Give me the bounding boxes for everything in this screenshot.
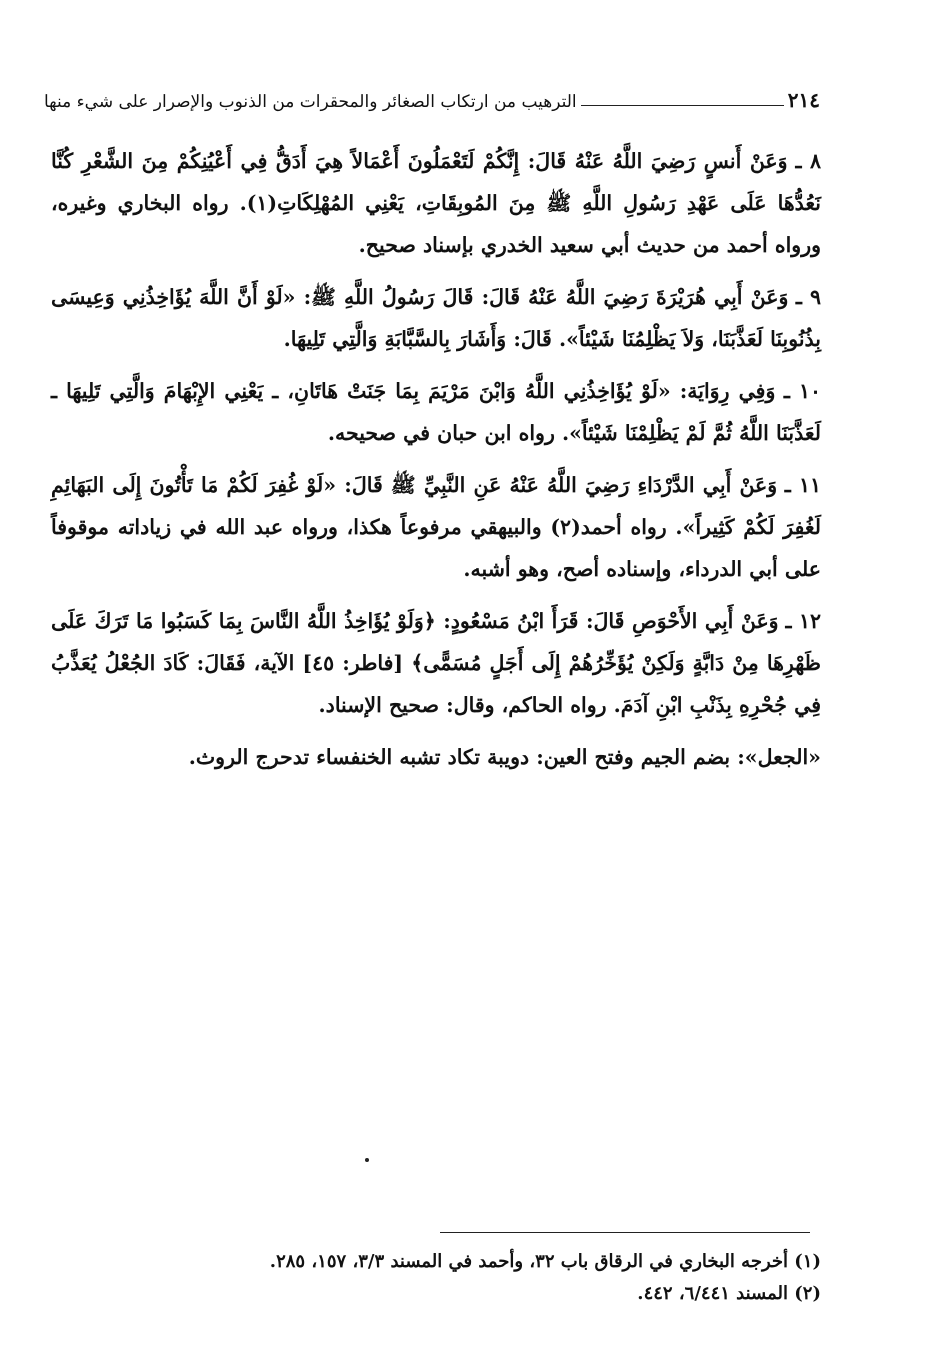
running-title: الترهيب من ارتكاب الصغائر والمحقرات من الذنوب والإصرار على شيء منها [44, 92, 577, 112]
footnote-rule [440, 1232, 810, 1233]
footnote-2: (٢) المسند ٦/٤٤١، ٤٤٢. [637, 1283, 821, 1304]
hadith-text: وَعَنْ أَنسٍ رَضِيَ اللَّهُ عَنْهُ قَالَ: إِنَّكُمْ لَتَعْمَلُونَ أَعْمَالاً هِيَ أَدَقُّ فِي أَعْيُنِكُمْ مِنَ الشَّعْرِ كُنَّا نَعُدُّهَا عَلَى عَهْدِ رَسُولِ اللَّهِ ﷺ مِنَ المُوبِقَاتِ، يَعْنِي المُهْلِكَاتِ(١). رواه البخاري وغيره، ورواه أحمد من حديث أبي سعيد الخدري بإسناد صحيح. [51, 149, 821, 257]
hadith-text: وَفِي رِوَايَة: «لَوْ يُؤَاخِذُنِي اللَّهُ وَابْنَ مَرْيَمَ بِمَا جَنَتْ هَاتَانِ، ـ يَعْنِي الإِبْهَامَ وَالَّتِي تَلِيهَا ـ لَعَذَّبَنَا اللَّهُ ثُمَّ لَمْ يَظْلِمْنَا شَيْئاً». رواه ابن حبان في صحيحه. [51, 379, 821, 445]
glossary-note: «الجعل»: بضم الجيم وفتح العين: دويبة تكاد تشبه الخنفساء تدحرج الروث. [188, 745, 821, 769]
hadith-paragraph-11 [51, 464, 821, 590]
footnote-1: (١) أخرجه البخاري في الرقاق باب ٣٢، وأحمد في المسند ٣/٣، ١٥٧، ٢٨٥. [269, 1251, 821, 1272]
stray-dot [365, 1158, 369, 1162]
hadith-text: وَعَنْ أَبِي هُرَيْرَةَ رَضِيَ اللَّهُ عَنْهُ قَالَ: قَالَ رَسُولُ اللَّهِ ﷺ: «لَوْ أَنَّ اللَّهَ يُؤَاخِذُنِي وَعِيسَى بِذُنُوبِنَا لَعَذَّبَنَا، وَلاَ يَظْلِمُنَا شَيْئاً». قَالَ: وَأَشَارَ بِالسَّبَّابَةِ وَالَّتِي تَلِيهَا. [51, 285, 821, 351]
running-header [40, 78, 820, 112]
hadith-paragraph-12 [51, 600, 821, 726]
hadith-text: وَعَنْ أَبِي الدَّرْدَاءِ رَضِيَ اللَّهُ عَنْهُ عَنِ النَّبِيِّ ﷺ قَالَ: «لَوْ غُفِرَ لَكُمْ مَا تَأْتُونَ إِلَى البَهَائِمِ لَغُفِرَ لَكُمْ كَثِيراً». رواه أحمد(٢) والبيهقي مرفوعاً هكذا، ورواه عبد الله في زياداته موقوفاً على أبي الدرداء، وإسناده أصح، وهو أشبه. [51, 473, 822, 581]
hadith-number: ١٠ ـ [783, 379, 821, 403]
page-number: ٢١٤ [787, 88, 820, 112]
hadith-number: ١١ ـ [784, 473, 821, 497]
footnotes [51, 1246, 821, 1310]
hadith-number: ٩ ـ [795, 285, 821, 309]
hadith-paragraph-9 [51, 276, 821, 360]
body-text [51, 140, 821, 788]
hadith-paragraph-8 [51, 140, 821, 266]
hadith-paragraph-10 [51, 370, 821, 454]
hadith-text: وَعَنْ أَبِي الأَحْوَصِ قَالَ: قَرَأَ ابْنُ مَسْعُودٍ: ﴿وَلَوْ يُؤَاخِذُ اللَّهُ النَّاسَ بِمَا كَسَبُوا مَا تَرَكَ عَلَى ظَهْرِهَا مِنْ دَابَّةٍ وَلَكِنْ يُؤَخِّرُهُمْ إِلَى أَجَلٍ مُسَمًّى﴾ [فاطر: ٤٥] الآية، فَقَالَ: كَادَ الجُعْلُ يُعَذَّبُ فِي جُحْرِهِ بِذَنْبِ ابْنِ آدَمَ. رواه الحاكم، وقال: صحيح الإسناد. [51, 609, 821, 717]
hadith-number: ٨ ـ [795, 149, 821, 173]
header-rule [581, 105, 784, 106]
hadith-number: ١٢ ـ [785, 609, 821, 633]
